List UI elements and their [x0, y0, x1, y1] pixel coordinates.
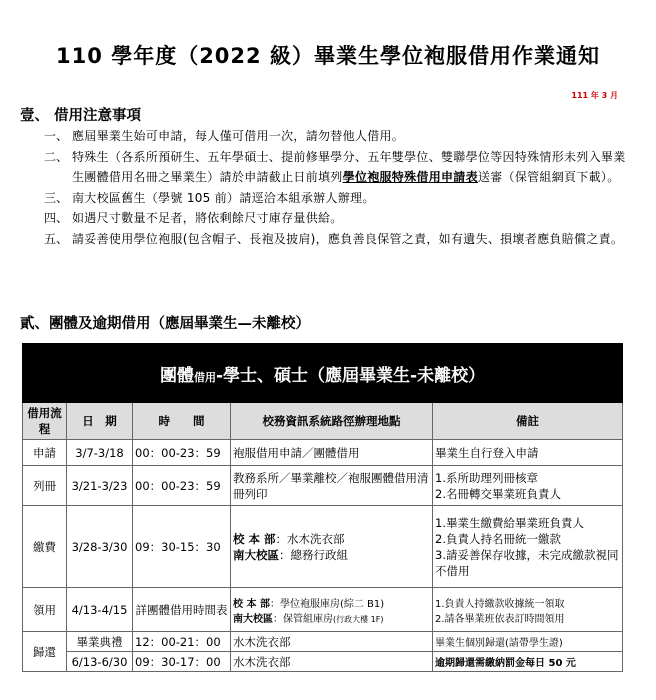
item-number: 一、 — [43, 129, 68, 143]
item-text: 如遇尺寸數量不足者，將依剩餘尺寸庫存量供給。 — [72, 211, 343, 225]
table-row — [23, 440, 623, 466]
header-date: 日 期 — [67, 403, 133, 440]
cell-time: 12：00-21：00 — [133, 632, 231, 652]
header-place: 校務資訊系統路徑辦理地點 — [231, 403, 433, 440]
list-item — [30, 208, 630, 229]
table-row — [23, 632, 623, 652]
item-text: 應屆畢業生始可申請，每人僅可借用一次，請勿替他人借用。 — [72, 129, 405, 143]
section-heading-group: 貳、團體及逾期借用（應屆畢業生—未離校） — [20, 316, 310, 332]
cell-place: 水木洗衣部 — [231, 652, 433, 672]
section-heading-notes: 壹、 借用注意事項 — [20, 108, 142, 124]
table-row — [23, 466, 623, 506]
cell-place: 水木洗衣部 — [231, 632, 433, 652]
list-item — [30, 147, 630, 188]
item-number: 五、 — [43, 231, 68, 246]
cell-date: 3/7-3/18 — [67, 440, 133, 466]
item-text: 特殊生（各系所預研生、五年學碩士、提前修畢學分、五年雙學位、雙聯學位等因特殊情形未列入畢業生團體借用名冊之畢業生）請於申請截止日前填列學位袍服特殊借用申請表送審（保管組網頁下載）。 — [72, 149, 626, 184]
special-form-link[interactable]: 學位袍服特殊借用申請表 — [342, 170, 478, 184]
table-row — [23, 506, 623, 588]
cell-note: 1.負責人持繳款收據統一領取 2.請各畢業班依表訂時間領用 — [433, 588, 623, 632]
cell-flow: 申請 — [23, 440, 67, 466]
cell-note: 1.系所助理列冊核章 2.名冊轉交畢業班負責人 — [433, 466, 623, 506]
cell-note: 逾期歸還需繳納罰金每日 50 元 — [433, 652, 623, 672]
page-title: 110 學年度（2022 級）畢業生學位袍服借用作業通知 — [56, 44, 600, 68]
item-number: 四、 — [43, 211, 68, 225]
table-header-row — [23, 403, 623, 440]
notice-date: 111 年 3 月 — [571, 91, 618, 100]
cell-time: 09：30-15：30 — [133, 506, 231, 588]
cell-flow: 歸還 — [23, 632, 67, 672]
cell-place: 校 本 部：學位袍服庫房(綜二 B1) 南大校區：保管組庫房(行政大樓 1F) — [231, 588, 433, 632]
cell-place: 袍服借用申請／團體借用 — [231, 440, 433, 466]
schedule-table — [22, 343, 623, 672]
cell-time: 09：30-17：00 — [133, 652, 231, 672]
banner-text: 團體借用-學士、碩士（應屆畢業生-未離校） — [23, 344, 623, 403]
header-note: 備註 — [433, 403, 623, 440]
cell-date: 畢業典禮 — [67, 632, 133, 652]
cell-flow: 列冊 — [23, 466, 67, 506]
table-row — [23, 588, 623, 632]
notes-list — [30, 126, 630, 249]
cell-flow: 繳費 — [23, 506, 67, 588]
header-flow: 借用流程 — [23, 403, 67, 440]
cell-note: 1.畢業生繳費給畢業班負責人 2.負責人持名冊統一繳款 3.請妥善保存收據，未完成繳款視同不借用 — [433, 506, 623, 588]
list-item — [30, 126, 630, 147]
cell-date: 3/21-3/23 — [67, 466, 133, 506]
table-row — [23, 652, 623, 672]
list-item — [30, 188, 630, 209]
header-time: 時 間 — [133, 403, 231, 440]
cell-note: 畢業生自行登入申請 — [433, 440, 623, 466]
cell-time: 詳團體借用時間表 — [133, 588, 231, 632]
item-text: 南大校區舊生（學號 105 前）請逕洽本組承辦人辦理。 — [72, 190, 375, 205]
list-item — [30, 229, 630, 250]
cell-time: 00：00-23：59 — [133, 466, 231, 506]
cell-note: 畢業生個別歸還(請帶學生證) — [433, 632, 623, 652]
item-number: 二、 — [43, 149, 68, 164]
item-text: 請妥善使用學位袍服(包含帽子、長袍及披肩)，應負善良保管之責，如有遺失、損壞者應負賠償之責。 — [72, 231, 624, 246]
cell-flow: 領用 — [23, 588, 67, 632]
cell-date: 6/13-6/30 — [67, 652, 133, 672]
table-banner — [23, 344, 623, 403]
cell-time: 00：00-23：59 — [133, 440, 231, 466]
cell-place: 教務系所／畢業離校／袍服團體借用清冊列印 — [231, 466, 433, 506]
item-number: 三、 — [43, 190, 68, 205]
cell-date: 3/28-3/30 — [67, 506, 133, 588]
cell-place: 校 本 部：水木洗衣部 南大校區：總務行政組 — [231, 506, 433, 588]
cell-date: 4/13-4/15 — [67, 588, 133, 632]
